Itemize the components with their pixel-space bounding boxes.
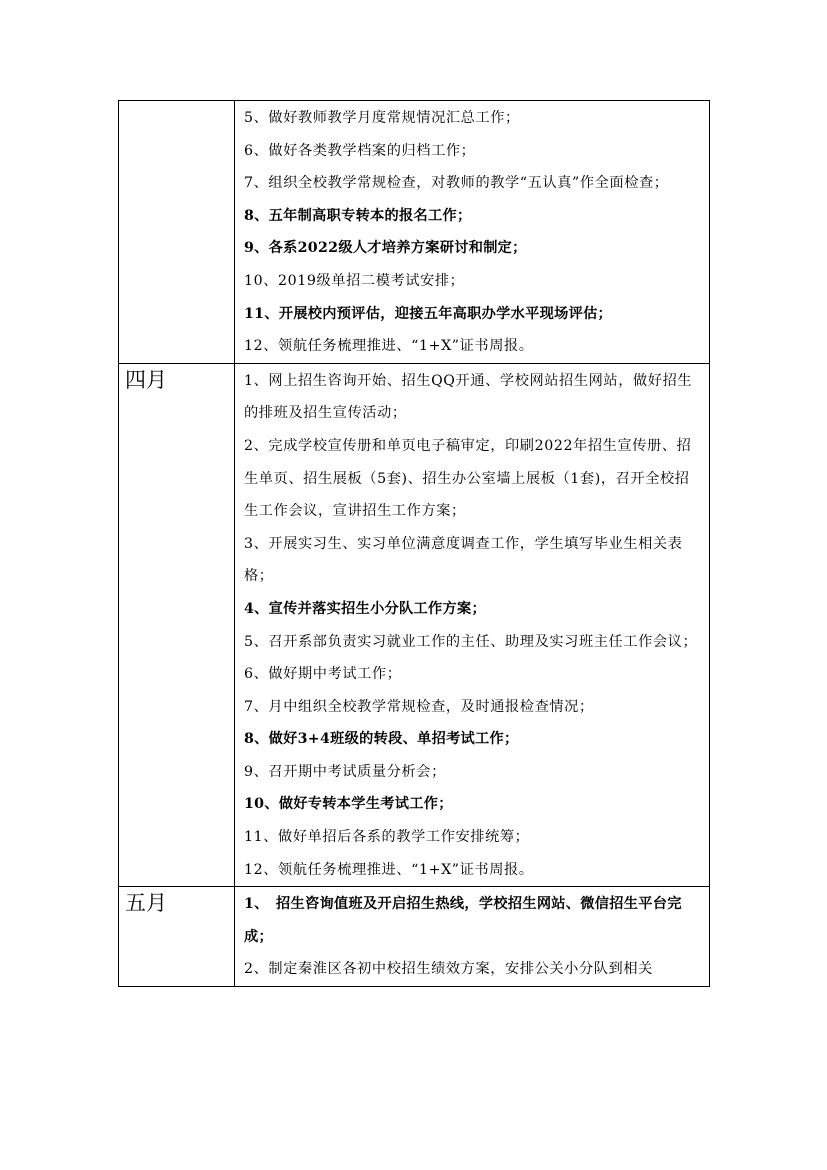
task-item: 11、开展校内预评估，迎接五年高职办学水平现场评估； xyxy=(244,305,613,322)
task-item: 1、 招生咨询值班及开启招生热线，学校招生网站、微信招生平台完成； xyxy=(244,896,682,945)
task-item: 10、做好专转本学生考试工作； xyxy=(244,796,453,813)
tasks-cell xyxy=(235,887,710,987)
month-label: 四月 xyxy=(125,367,167,392)
month-row xyxy=(119,363,710,887)
task-item: 3、开展实习生、实习单位满意度调查工作，学生填写毕业生相关表格； xyxy=(244,535,683,585)
task-item: 8、五年制高职专转本的报名工作； xyxy=(244,207,472,224)
month-label xyxy=(119,101,234,103)
task-list xyxy=(235,887,709,986)
work-plan-body xyxy=(119,101,710,987)
task-list xyxy=(235,101,709,363)
task-item: 9、各系2022级人才培养方案研讨和制定； xyxy=(244,240,527,257)
month-row xyxy=(119,101,710,364)
task-item: 4、宣传并落实招生小分队工作方案； xyxy=(244,600,486,617)
month-cell xyxy=(119,101,235,364)
task-item: 2、制定秦淮区各初中校招生绩效方案，安排公关小分队到相关 xyxy=(244,961,653,978)
task-item: 6、做好各类教学档案的归档工作； xyxy=(244,142,476,159)
task-item: 2、完成学校宣传册和单页电子稿审定，印刷2022年招生宣传册、招生单页、招生展板（5套)、招生办公室墙上展板（1套)，召开全校招生工作会议，宣讲招生工作方案； xyxy=(244,437,692,520)
work-plan-table xyxy=(118,100,710,987)
task-item: 6、做好期中考试工作； xyxy=(244,666,402,683)
month-label: 五月 xyxy=(125,891,167,916)
task-item: 12、领航任务梳理推进、“1+X”证书周报。 xyxy=(244,861,534,878)
month-cell xyxy=(119,363,235,887)
task-list xyxy=(235,364,709,887)
task-item: 7、组织全校教学常规检查，对教师的教学“五认真”作全面检查； xyxy=(244,175,669,192)
month-cell xyxy=(119,887,235,987)
tasks-cell xyxy=(235,363,710,887)
task-item: 1、网上招生咨询开始、招生QQ开通、学校网站招生网站，做好招生的排班及招生宣传活动； xyxy=(244,372,693,422)
task-item: 11、做好单招后各系的教学工作安排统筹； xyxy=(244,829,530,846)
task-item: 9、召开期中考试质量分析会； xyxy=(244,763,446,780)
task-item: 5、召开系部负责实习就业工作的主任、助理及实习班主任工作会议； xyxy=(244,633,698,650)
tasks-cell xyxy=(235,101,710,364)
task-item: 8、做好3+4班级的转段、单招考试工作； xyxy=(244,731,519,748)
month-row xyxy=(119,887,710,987)
task-item: 10、2019级单招二模考试安排； xyxy=(244,272,465,289)
task-item: 12、领航任务梳理推进、“1+X”证书周报。 xyxy=(244,338,534,355)
task-item: 7、月中组织全校教学常规检查，及时通报检查情况； xyxy=(244,698,594,715)
task-item: 5、做好教师教学月度常规情况汇总工作； xyxy=(244,110,520,126)
